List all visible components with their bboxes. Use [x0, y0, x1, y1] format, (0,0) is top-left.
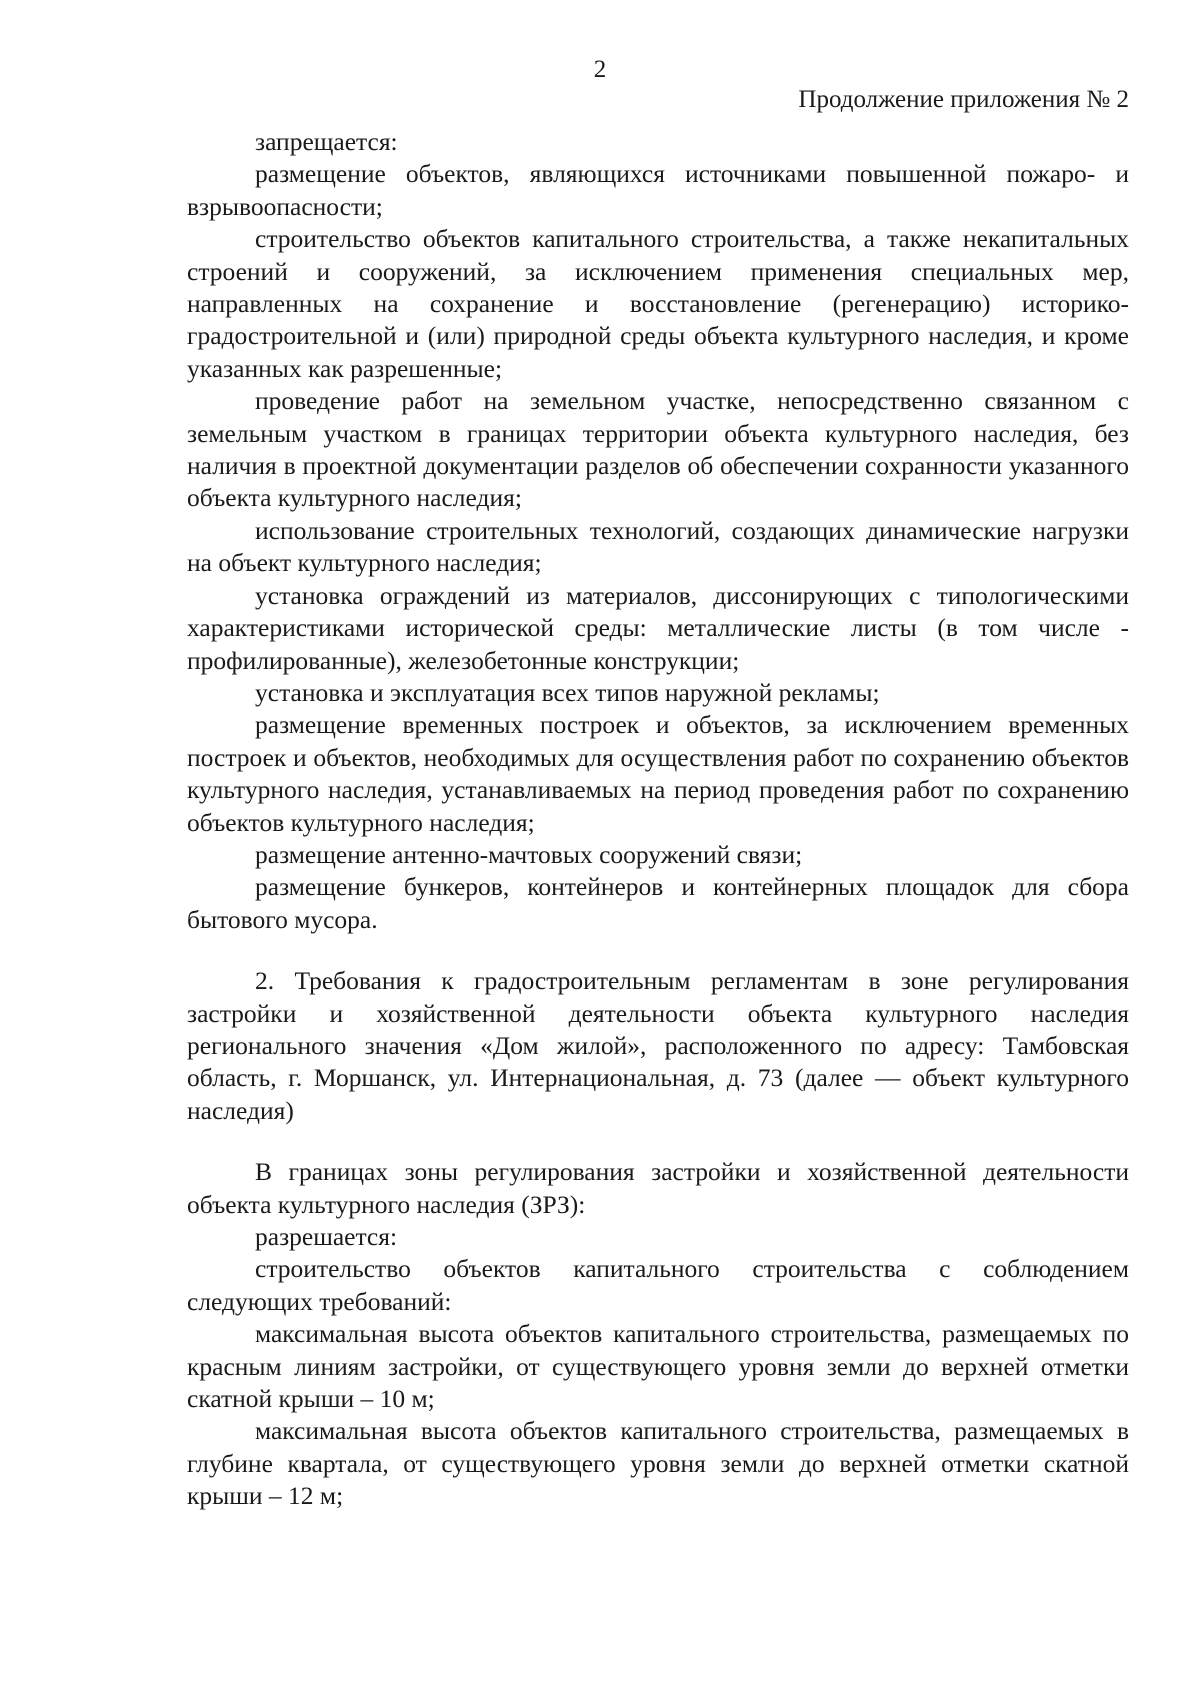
paragraph: строительство объектов капитального строительства, а также некапитальных строений и сооружений, за исключением применения специальных мер, направленных на сохранение и восстановление (регенерацию) историко-градостроительной и (или) природной среды объекта культурного наследия, и кроме указанных как разрешенные;	[187, 224, 1129, 383]
paragraph: максимальная высота объектов капитального строительства, размещаемых по красным линиям застройки, от существующего уровня земли до верхней отметки скатной крыши – 10 м;	[187, 1319, 1129, 1414]
paragraph: проведение работ на земельном участке, непосредственно связанном с земельным участком в границах территории объекта культурного наследия, без наличия в проектной документации разделов об обеспечении сохранности указанного объекта культурного наследия;	[187, 386, 1129, 513]
paragraph: В границах зоны регулирования застройки и хозяйственной деятельности объекта культурного наследия (ЗРЗ):	[187, 1157, 1129, 1219]
paragraph: максимальная высота объектов капитального строительства, размещаемых в глубине квартала, от существующего уровня земли до верхней отметки скатной крыши – 12 м;	[187, 1416, 1129, 1511]
page-number: 2	[593, 56, 607, 83]
paragraph: размещение временных построек и объектов, за исключением временных построек и объектов, необходимых для осуществления работ по сохранению объектов культурного наследия, устанавливаемых на период проведения работ по сохранению объектов культурного наследия;	[187, 710, 1129, 837]
paragraph: установка и эксплуатация всех типов наружной рекламы;	[255, 677, 880, 707]
appendix-label: Продолжение приложения № 2	[798, 86, 1129, 113]
paragraph: размещение объектов, являющихся источниками повышенной пожаро- и взрывоопасности;	[187, 159, 1129, 221]
document-body	[187, 126, 1129, 1513]
paragraph: строительство объектов капитального строительства с соблюдением следующих требований:	[187, 1254, 1129, 1316]
paragraph: запрещается:	[255, 127, 398, 156]
paragraph: установка ограждений из материалов, диссонирующих с типологическими характеристиками исторической среды: металлические листы (в том числе - профилированные), железобетонные конструкции;	[187, 580, 1129, 675]
paragraph: размещение бункеров, контейнеров и контейнерных площадок для сбора бытового мусора.	[187, 872, 1129, 934]
paragraph: использование строительных технологий, создающих динамические нагрузки на объект культурного наследия;	[187, 515, 1129, 578]
section-heading: 2. Требования к градостроительным регламентам в зоне регулирования застройки и хозяйственной деятельности объекта культурного наследия регионального значения «Дом жилой», расположенного по адресу: Тамбовская область, г. Моршанск, ул. Интернациональная, д. 73 (далее — объект культурного наследия)	[187, 966, 1129, 1125]
paragraph: размещение антенно-мачтовых сооружений связи;	[255, 839, 803, 869]
paragraph: разрешается:	[255, 1222, 398, 1251]
